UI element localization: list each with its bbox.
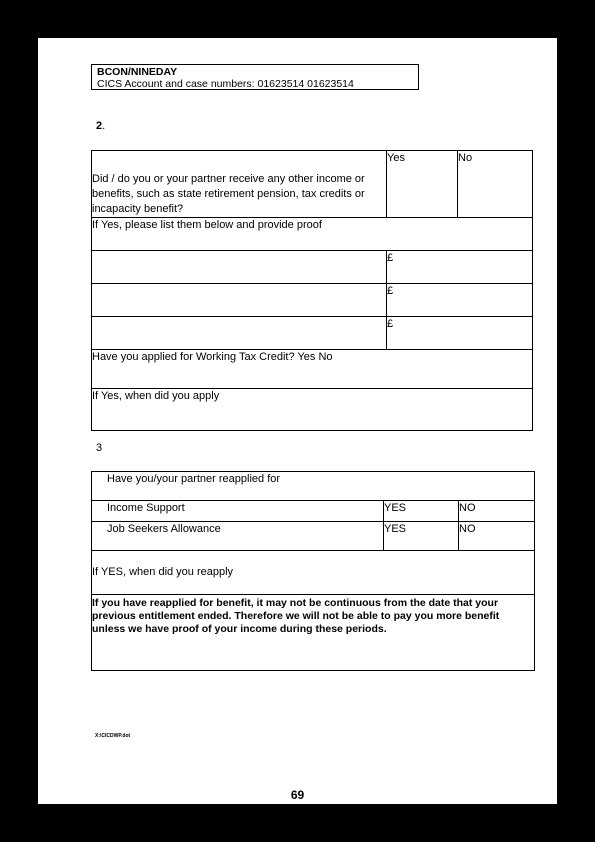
- account-numbers: CICS Account and case numbers: 01623514 01623514: [97, 78, 354, 90]
- income-support-label: Income Support: [92, 501, 384, 522]
- job-seekers-no[interactable]: NO: [459, 522, 535, 551]
- income-support-yes[interactable]: YES: [384, 501, 459, 522]
- reapply-notice: If you have reapplied for benefit, it may not be continuous from the date that your previous entitlement ended. Therefore we will not be able to pay you more benefit unless we have proof of your income during these periods.: [92, 595, 535, 671]
- working-tax-credit-question: Have you applied for Working Tax Credit? Yes No: [92, 350, 533, 389]
- section-2-number: 2: [96, 120, 103, 132]
- income-support-no[interactable]: NO: [459, 501, 535, 522]
- other-income-question: Did / do you or your partner receive any other income or benefits, such as state retirement pension, tax credits or incapacity benefit?: [92, 151, 387, 218]
- other-income-yes[interactable]: Yes: [387, 151, 458, 218]
- when-apply-field[interactable]: If Yes, when did you apply: [92, 389, 533, 431]
- benefit-name-field-2[interactable]: [92, 284, 387, 317]
- benefit-amount-field-1[interactable]: £: [387, 251, 533, 284]
- list-prompt: If Yes, please list them below and provide proof: [92, 218, 533, 251]
- table-row: [92, 501, 535, 522]
- reapplied-prompt: Have you/your partner reapplied for: [92, 472, 535, 501]
- section-2-table: [91, 150, 533, 431]
- when-reapply-field[interactable]: If YES, when did you reapply: [92, 551, 535, 595]
- section-3-number: 3: [96, 442, 103, 454]
- table-row: [92, 522, 535, 551]
- other-income-no[interactable]: No: [458, 151, 533, 218]
- case-reference: BCON/NINEDAY: [97, 66, 178, 78]
- document-page: BCON/NINEDAY CICS Account and case numbers: 01623514 01623514 2. Did / do you or your partner receive any other income or benefits, such as state retirement pension, tax credits or incapacity benefit? Yes No If Yes, please list them below and provide proof £ £ £ Have you applied for Working Tax Credit? Yes No If Yes, when did you apply 3 Have you/your partner reapplied for Income Support YES NO Job Seekers Allowance YES NO If YES, when did you reapply If you have reapplied for benefit, it may not be continuous from the date that your previous entitlement ended. Therefore we will not be able to pay you more benefit unless we have proof of your income during these periods. X:\CICDWP.dot 69: [38, 38, 557, 804]
- section-3-table: [91, 471, 535, 671]
- benefit-amount-field-2[interactable]: £: [387, 284, 533, 317]
- template-file-ref: X:\CICDWP.dot: [95, 733, 131, 739]
- benefit-amount-field-3[interactable]: £: [387, 317, 533, 350]
- benefit-name-field-3[interactable]: [92, 317, 387, 350]
- benefit-name-field-1[interactable]: [92, 251, 387, 284]
- job-seekers-yes[interactable]: YES: [384, 522, 459, 551]
- job-seekers-label: Job Seekers Allowance: [92, 522, 384, 551]
- page-number: 69: [290, 788, 305, 802]
- header-box: [91, 64, 419, 90]
